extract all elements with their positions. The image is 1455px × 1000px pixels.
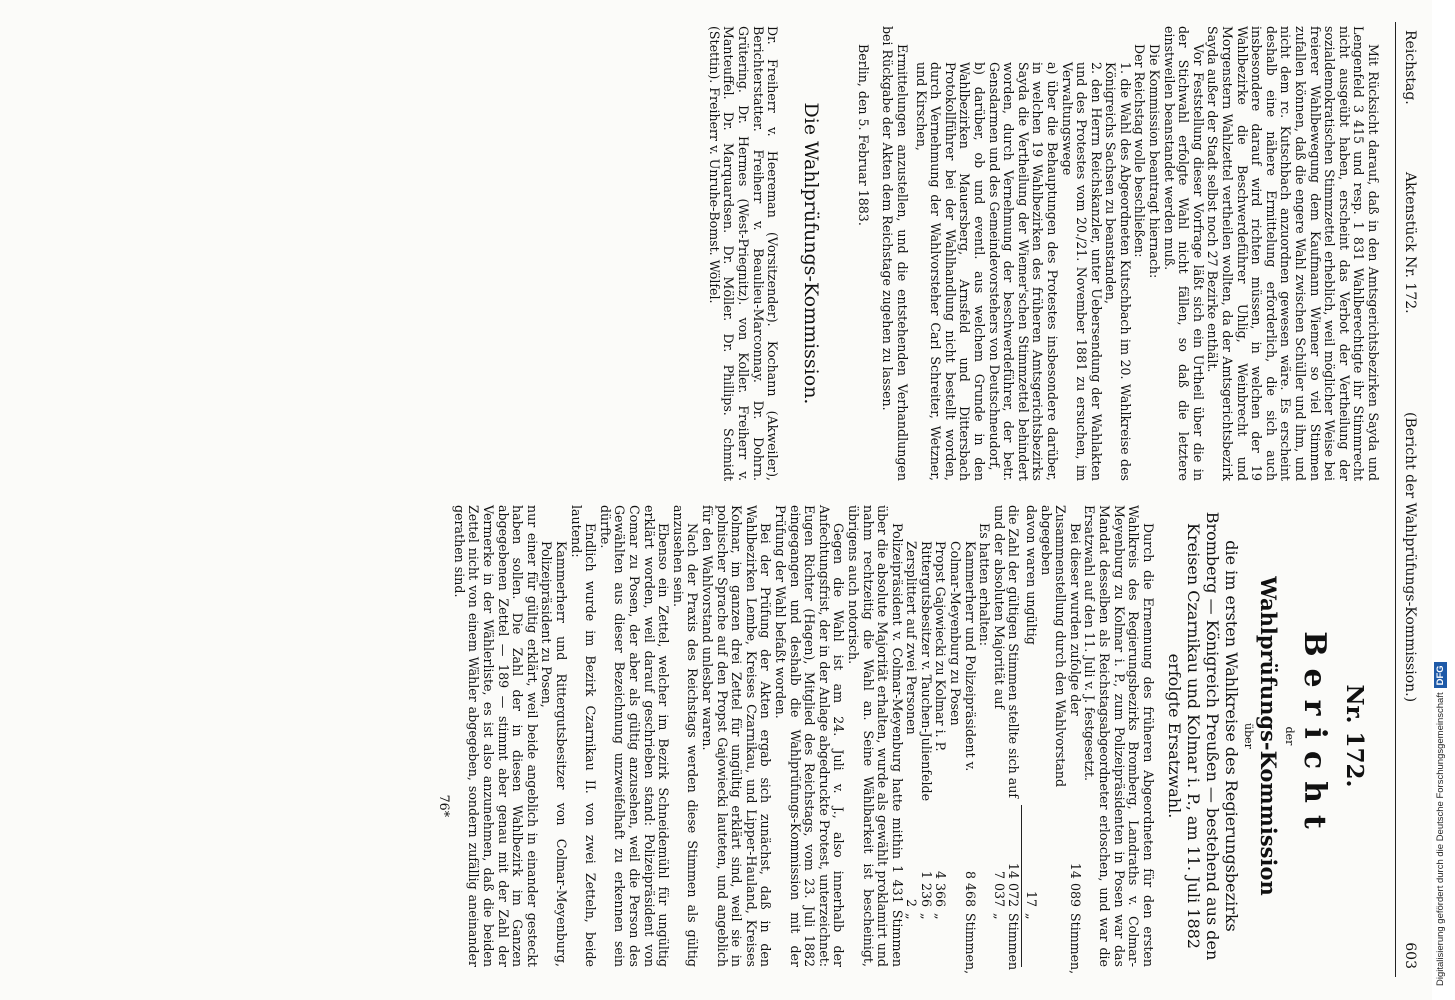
vote-number: 14 072 [1006,862,1022,907]
paragraph: Ermittelungen anzustellen, und die entstehenden Verhandlungen bei Rückgabe der Akten dem Reichstage zugehen zu lassen. [880,26,910,481]
candidate-row [918,505,933,967]
vote-label: und der absoluten Majorität auf [991,505,1007,710]
header-center: Aktenstück Nr. 172. [1402,172,1418,314]
vote-row [1038,505,1083,975]
funding-note [1399,14,1446,986]
vote-label: Bei dieser wurden zufolge der Zusammenstellung durch den Wahlvorstand abgegeben [1038,505,1083,788]
left-column [706,26,1380,481]
funding-note-text: Digitalisierung gefördert durch die Deutsche Forschungsgemeinschaft [1435,692,1446,986]
signature-title: Die Wahlprüfungs-Kommission. [800,102,823,405]
paragraph: Durch die Ernennung des früheren Abgeordneten für den ersten Wahlkreis des Regierungsbezirks Bromberg, Landraths v. Colmar-Meyenburg zu Kolmar i. P., zum Polizeipräsidenten in Posen war das Mandat desselben als Reichstagsabgeordneter erloschen, und war die Ersatzwahl auf den 11. Juli v. J. festgesetzt. [1082,505,1156,967]
motion-item-1: 1. die Wahl des Abgeordneten Kutschbach im 20. Wahlkreise des Königreichs Sachsen zu beanstanden, [1103,62,1133,481]
candidate-votes: 4 366 [933,870,949,907]
sum-rule [1021,805,1022,967]
header-left: Reichstag. [1402,30,1418,105]
paragraph: Ebenso ein Zettel, welcher im Bezirk Schneidemühl für ungültig erklärt worden, weil darauf geschrieben stand: Polizeipräsident von Comar zu Posen, der aber als gültig anzusehen, weil die Person des Gewählten aus dieser Bezeichnung unzweifelhaft zu erkennen sein dürfte. [597,505,672,967]
vote-unit: Stimmen [1006,913,1022,971]
vote-unit: „ [904,913,920,920]
candidate-votes: 2 [904,898,920,907]
paragraph: Endlich wurde im Bezirk Czarnikau II. von zwei Zetteln, beide lautend: [568,505,599,967]
page-number: 603 [1402,942,1418,969]
motion-item-2: 2. den Herrn Reichskanzler, unter Uebersendung der Wahlakten und des Protestes vom 20./21. November 1881 zu ersuchen, im Verwaltungswege [1059,62,1104,481]
title-ueber: über [1242,723,1256,749]
paragraph: Vor Feststellung dieser Vorfrage läßt sich ein Urtheil über die in der Stichwahl erfolgte Wahl nicht fällen, so daß die letztere einstweilen beanstandet werden muß. [1161,26,1206,481]
date-line: Berlin, den 5. Februar 1883. [855,44,871,226]
motion-item-a: a) über die Behauptungen des Protestes insbesondere darüber, in welchen 19 Wahlbezirken des früheren Amtsgerichtsbezirks Sayda die Vertheilung der Wiemer'schen Stimmzettel behindert worden, durch Vernehmung der beschwerdeführer, der betr. Gensdarmen und des Gemeindevorstehers von Deutschneudorf, [986,62,1060,481]
signature-list: Dr. Freiherr v. Heereman (Vorsitzender). Kochann (Akweiler), Berichterstatter. Freiherr v. Beaulieu-Marconnay. Dr. Dohrn. Grütering. Dr. Hermes (West-Priegnitz). von Koller. Freiherr v. Manteuffel. Dr. Marquardsen. Dr. Möller. Dr. Phillips. Schmidt (Stettin). Freiherr v. Unruhe-Bomst. Wölfel. [706,26,781,481]
paragraph: Es hatten erhalten: [977,523,993,646]
candidate-name: Kammerherr und Polizeipräsident v. Colmar-Meyenburg zu Posen [948,541,978,772]
vote-unit: „ [991,913,1007,920]
vote-unit: Stimmen, [1067,913,1083,975]
document-number: Nr. 172. [1341,684,1368,788]
vote-label: die Zahl der gültigen Stimmen stellte sich auf [1006,505,1022,799]
vote-number: 17 [1024,890,1040,907]
vote-row [1006,505,1022,971]
paragraph: Der Reichstag wolle beschließen: [1132,44,1148,258]
candidate-row [933,505,948,967]
vote-row [1023,505,1038,967]
dfg-logo: DFG [1434,662,1447,688]
vote-label: davon waren ungültig [1024,505,1040,645]
candidate-votes: 1 236 [918,870,934,907]
ballot-text: Kammerherr und Rittergutsbesitzer von Colmar-Meyenburg, Polizeipräsident zu Posen, [539,541,570,967]
vote-unit: „ [918,913,934,920]
signature-mark: 76* [437,794,453,817]
candidate-row [904,505,919,967]
paragraph: Bei der Prüfung der Akten ergab sich zunächst, daß in den Wahlbezirken Lembe, Kreises Czarnikau, und Lipper-Hauland, Kreises Kolmar, im ganzen drei Zettel für ungültig erklärt sind, weil sie in polnischer Sprache auf den Propst Gajowiecki lauteten, und angeblich für den Wahlvorstand unlesbar waren. [700,505,774,967]
report-subject: die im ersten Wahlkreise des Regierungsbezirks Bromberg — Königreich Preußen — bestehend aus den Kreisen Czarnikau und Kolmar i. P., am 11. Juli 1882 erfolgte Ersatzwahl. [1164,511,1241,961]
candidate-votes: 8 468 [962,870,978,907]
paragraph: Die Kommission beantragt hiernach: [1147,44,1163,279]
candidate-name: Rittergutsbesitzer v. Tauchen-Julienfelde [918,541,934,802]
title-der: der [1283,726,1296,746]
report-title: Bericht [1297,631,1332,841]
paragraph: Nach der Praxis des Reichstags werden diese Stimmen als gültig anzusehen sein. [670,505,701,967]
paragraph: nur einer für gültig erklärt, weil beide angeblich in einander gesteckt haben sollen. Die Zahl der in diesen Wahlbezirk im Ganzen abgegebenen Zettel — 189 — stimmt aber genau mit der Zahl der Vermerke in der Wählerliste, es ist also anzunehmen, daß die beiden Zettel nicht von einem Wähler abgegeben, sondern zufällig aneinander gerathen sind. [451,505,540,967]
paragraph: Gegen die Wahl ist am 24. Juli v. J., also innerhalb der Anfechtungsfrist, der in der Anlage abgedruckte Protest, unterzeichnet: Eugen Richter (Hagen), Mitglied des Reichstags, vom 23. Juli 1882 eingegangen und deshalb die Wahlprüfungs-Kommission mit der Prüfung der Wahl befaßt worden. [772,505,847,967]
candidate-name: Zersplittert auf zwei Personen [904,541,920,735]
vote-number: 14 089 [1067,862,1083,907]
vote-row [991,505,1006,967]
paragraph: Polizeipräsident v. Colmar-Meyenburg hatte mithin 1 431 Stimmen über die absolute Majorität erhalten, wurde als gewählt proklamirt und nahm rechtzeitig die Wahl an. Seine Wählbarkeit ist bescheinigt, übrigens auch notorisch. [845,505,905,967]
vote-unit: Stimmen, [962,913,978,975]
vote-unit: „ [933,913,949,920]
candidate-name: Propst Gajowiecki zu Kolmar i. P. [933,541,949,752]
vote-number: 7 037 [991,870,1007,907]
header-right: (Bericht der Wahlprüfungs-Kommission.) [1402,412,1418,703]
right-column [437,505,1380,975]
vote-unit: „ [1024,913,1040,920]
paragraph: Mit Rücksicht darauf, daß in den Amtsgerichtsbezirken Sayda und Lengenfeld 3 415 und resp. 1 831 Wahlberechtigte ihr Stimmrecht nicht ausgeübt haben, erscheint das Verbot der Vertheilung der sozialdemokratischen Stimmzettel erheblich, weil möglicher Weise bei freierer Wahlbewegung dem Kaufmann Wiemer so viel Stimmen zufallen können, daß die engere Wahl zwischen Schüller und ihm, und nicht dem rc. Kutschbach anzuordnen gewesen wäre. Es erscheint deshalb eine nähere Ermittelung erforderlich, die sich auch insbesondere darauf wird richten müssen, in welchen der 19 Wahlbezirke die Beschwerdeführer Uhlig, Weinbrecht und Morgenstern Wahlzettel vertheilen wollten, da der Amtsgerichtsbezirk Sayda außer der Stadt selbst noch 27 Bezirke enthält. [1205,26,1381,481]
commission-name: Wahlprüfungs-Kommission [1256,576,1282,896]
motion-item-b: b) darüber, ob und eventl. aus welchem Grunde in den Wahlbezirken Mauersberg, Arnsfeld und Dittersbach Protokollführer bei der Wahlhandlung nicht bestellt worden, durch Vernehmung der Wahlvorsteher Carl Schreiter, Wetzner, und Kirschen, [913,62,987,481]
candidate-row [948,505,978,975]
